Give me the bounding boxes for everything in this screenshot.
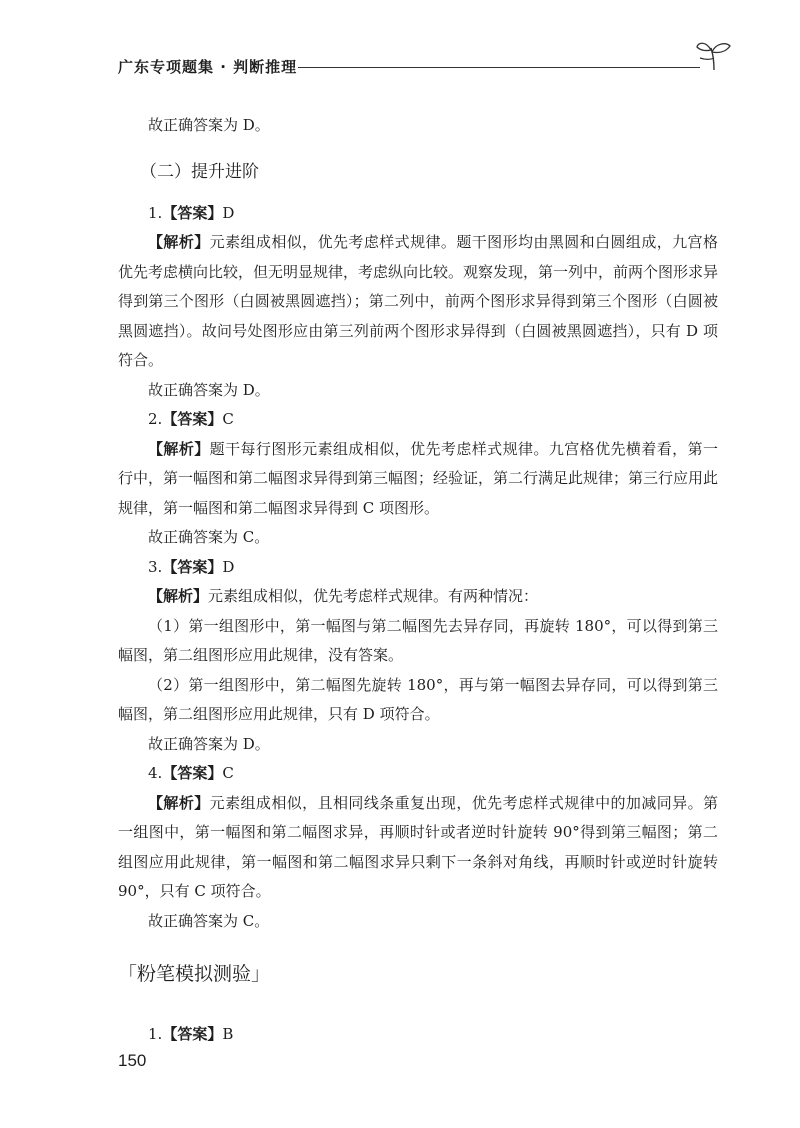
answer-line-1 [118,199,718,229]
conclusion-4: 故正确答案为 C。 [148,911,270,930]
conclusion-1: 故正确答案为 D。 [148,380,270,399]
answer-value: C [222,764,234,782]
answer-value: D [222,203,235,222]
analysis-3 [118,582,718,612]
analysis-2 [118,435,718,524]
analysis-text: 元素组成相似，且相同线条重复出现，优先考虑样式规律中的加减同异。第一组图中，第一幅图和第二幅图求异，再顺时针或者逆时针旋转 90°得到第三幅图；第二组图应用此规律，第一幅图和第二幅图求异只剩下一条斜对角线，再顺时针或逆时针旋转 90°，只有 C 项符合。 [118,793,718,900]
section-heading-advanced: （二）提升进阶 [140,161,259,182]
analysis-4 [118,789,718,907]
analysis-label: 【解析】 [148,587,209,605]
question-number: 3. [148,557,163,576]
case-2: （2）第一组图形中，第二幅图先旋转 180°，再与第一幅图去异存同，可以得到第三幅图，第二组图形应用此规律，只有 D 项符合。 [118,675,718,723]
answer-line-4 [118,759,718,789]
question-number: 2. [148,410,163,428]
answer-label: 【答案】 [162,203,223,222]
mock-answer-line-1 [118,1020,718,1050]
answer-value: D [222,557,235,576]
answer-label: 【答案】 [162,557,223,576]
page-content [118,111,718,1050]
question-number: 4. [148,764,163,782]
answer-label: 【答案】 [162,410,223,428]
header-rule [298,67,700,68]
answer-line-2 [118,405,718,435]
analysis-text: 元素组成相似，优先考虑样式规律。有两种情况： [208,587,539,605]
analysis-label: 【解析】 [148,439,210,458]
page-number: 150 [118,1051,147,1070]
analysis-text: 题干每行图形元素组成相似，优先考虑样式规律。九宫格优先横着看，第一行中，第一幅图和第二幅图求异得到第三幅图；经验证，第二行满足此规律；第三行应用此规律，第一幅图和第二幅图求异得到 C 项图形。 [118,439,719,517]
analysis-1 [118,228,718,376]
analysis-text: 元素组成相似，优先考虑样式规律。题干图形均由黑圆和白圆组成，九宫格优先考虑横向比较，但无明显规律，考虑纵向比较。观察发现，第一列中，前两个图形求异得到第三个图形（白圆被黑圆遮挡）；第二列中，前两个图形求异得到第三个图形（白圆被黑圆遮挡）。故问号处图形应由第三列前两个图形求异得到（白圆被黑圆遮挡），只有 D 项符合。 [118,233,719,369]
question-number: 1. [148,1025,163,1043]
intro-conclusion: 故正确答案为 D。 [148,116,270,134]
sprout-icon [696,38,732,72]
conclusion-3: 故正确答案为 D。 [148,734,270,753]
answer-value: C [222,410,234,428]
conclusion-2: 故正确答案为 C。 [148,528,270,546]
answer-line-3 [118,553,718,583]
answer-label: 【答案】 [162,764,223,782]
book-title: 广东专项题集 · 判断推理 [118,58,298,76]
answer-label: 【答案】 [162,1025,223,1043]
analysis-label: 【解析】 [148,233,210,251]
question-number: 1. [148,203,163,222]
answer-value: B [222,1025,234,1043]
running-header [118,52,718,80]
case-1: （1）第一组图形中，第一幅图与第二幅图先去异存同，再旋转 180°，可以得到第三幅图，第二组图形应用此规律，没有答案。 [118,616,718,664]
analysis-label: 【解析】 [148,793,210,812]
section-heading-mock: 「粉笔模拟测验」 [118,963,271,985]
